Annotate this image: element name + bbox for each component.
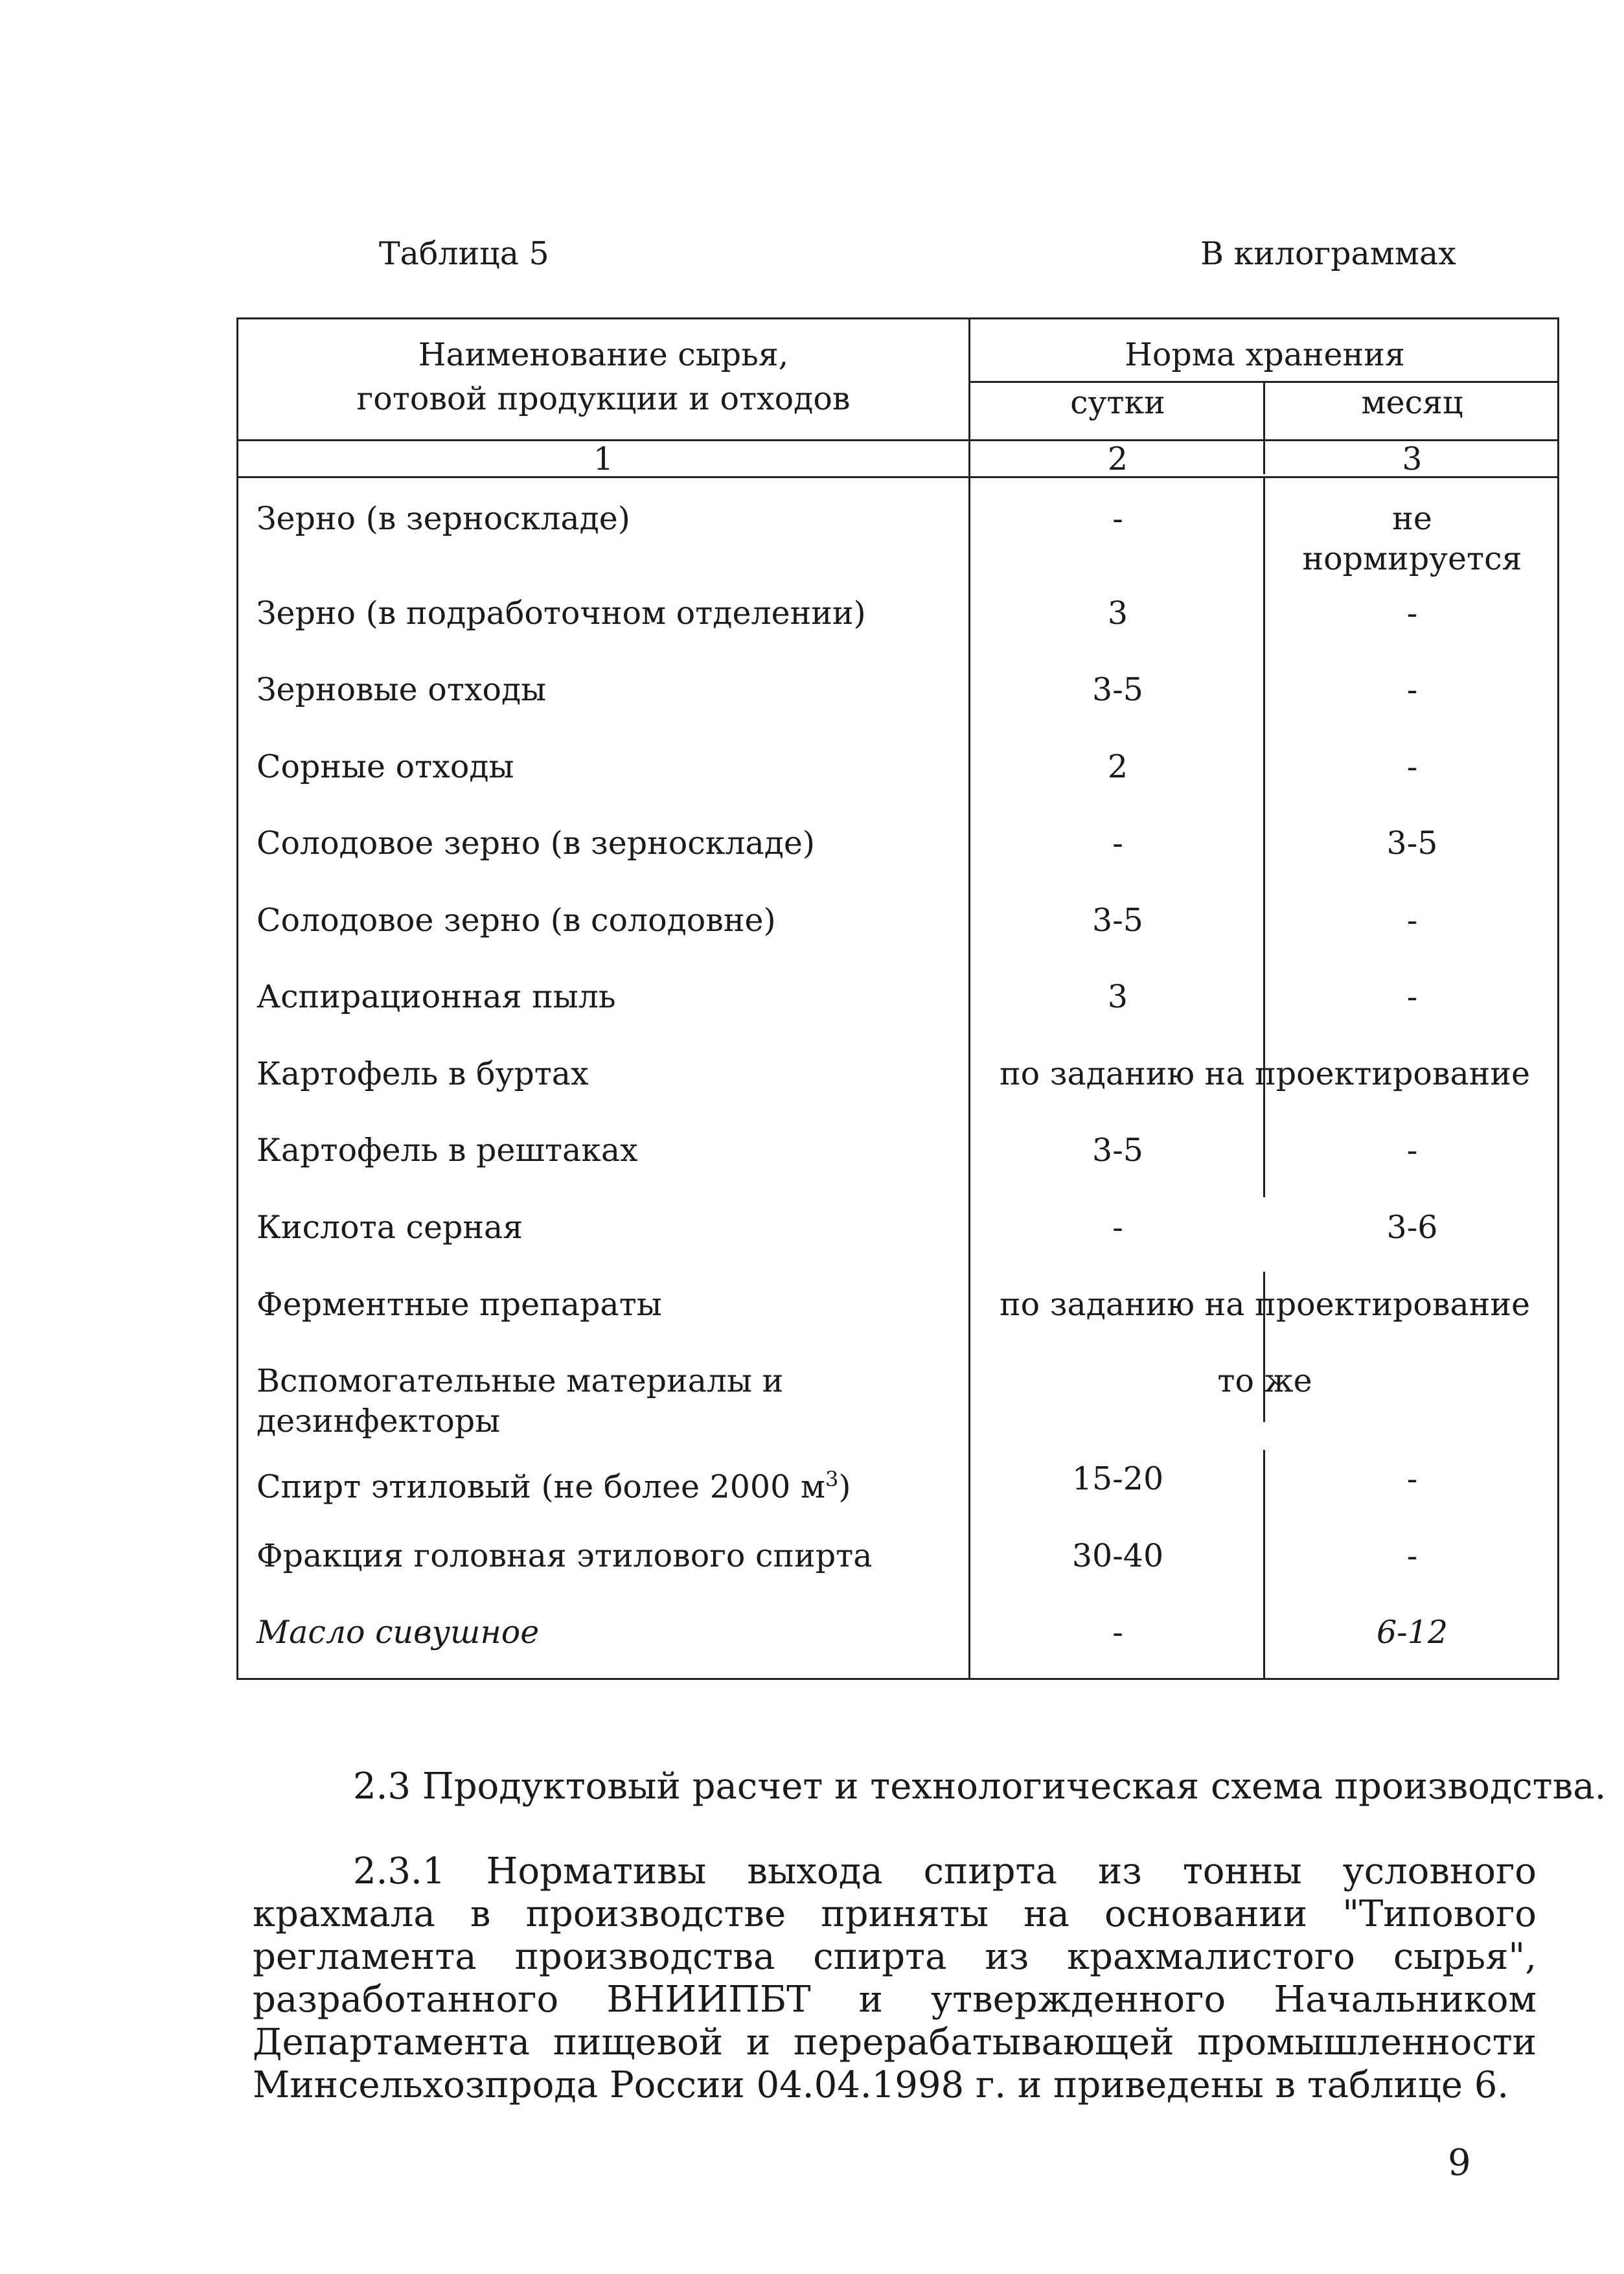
row-day: 3-5 (1092, 671, 1143, 708)
row-name: Фракция головная этилового спирта (257, 1537, 873, 1574)
row-month: - (1406, 595, 1418, 632)
row-day: 15-20 (1071, 1460, 1164, 1497)
row-day: 3 (1107, 595, 1128, 632)
header-col3: месяц (1361, 384, 1463, 421)
page-number: 9 (1448, 2142, 1471, 2184)
row-month: - (1406, 902, 1418, 939)
row-name-line2: дезинфекторы (257, 1403, 501, 1440)
row-month: - (1406, 671, 1418, 708)
row-name: Сорные отходы (257, 748, 514, 785)
row-month: - (1406, 978, 1418, 1015)
row-name: Зерно (в зерноскладе) (257, 500, 630, 537)
row-span-value: по заданию на проектирование (1000, 1055, 1530, 1092)
row-month-line1: не (1392, 500, 1432, 537)
row-month: - (1406, 748, 1418, 785)
row-day: 2 (1107, 748, 1128, 785)
row-name: Кислота серная (257, 1209, 523, 1246)
header-group-label: Норма хранения (1125, 336, 1405, 373)
row-name-text: Спирт этиловый (не более 2000 м (257, 1468, 825, 1506)
row-month-line2: нормируется (1302, 540, 1522, 577)
storage-norms-table (236, 317, 1559, 1680)
row-day: 3-5 (1092, 902, 1143, 939)
row-name: Зерно (в подработочном отделении) (257, 595, 866, 632)
row-name: Солодовое зерно (в зерноскладе) (257, 825, 815, 862)
row-span-value: то же (1217, 1362, 1312, 1399)
row-month: - (1406, 1132, 1418, 1169)
row-day: 3-5 (1092, 1132, 1143, 1169)
row-name: Ферментные препараты (257, 1286, 662, 1323)
row-month: 6-12 (1376, 1614, 1448, 1651)
row-day: 30-40 (1071, 1537, 1164, 1574)
section-paragraph: 2.3.1 Нормативы выхода спирта из тонны условного крахмала в производстве приняты на основании "Типового регламента производства спирта из крахмалистого сырья", разработанного ВНИИПБТ и утвержденного Начальником Департамента пищевой и перерабатывающей промышленности Минсельхозпрода России 04.04.1998 г. и приведены в таблице 6. (253, 1850, 1537, 2106)
row-name: Масло сивушное (257, 1614, 540, 1651)
row-day: - (1112, 1209, 1123, 1246)
row-name: Картофель в буртах (257, 1055, 589, 1092)
row-name: Аспирационная пыль (257, 978, 616, 1015)
header-col1-line2: готовой продукции и отходов (356, 380, 851, 417)
header-col1-line1: Наименование сырья, (418, 336, 789, 373)
row-name-line1: Вспомогательные материалы и (257, 1362, 784, 1399)
section-heading: 2.3 Продуктовый расчет и технологическая схема производства. (353, 1765, 1607, 1808)
row-name: Картофель в рештаках (257, 1132, 638, 1169)
row-name: Солодовое зерно (в солодовне) (257, 902, 776, 939)
row-month: 3-5 (1386, 825, 1438, 862)
row-day: - (1112, 1614, 1123, 1651)
row-name: Зерновые отходы (257, 671, 547, 708)
row-name (257, 1459, 851, 1507)
row-name-end: ) (838, 1468, 851, 1506)
table-label: Таблица 5 (379, 235, 549, 272)
row-day: 3 (1107, 978, 1128, 1015)
row-name-superscript: 3 (825, 1467, 839, 1491)
header-num3: 3 (1402, 441, 1423, 477)
header-num2: 2 (1107, 441, 1128, 477)
row-day: - (1112, 500, 1123, 537)
row-month: 3-6 (1386, 1209, 1438, 1246)
row-day: - (1112, 825, 1123, 862)
row-span-value: по заданию на проектирование (1000, 1286, 1530, 1323)
header-col2: сутки (1070, 384, 1165, 421)
row-month: - (1406, 1537, 1418, 1574)
row-month: - (1406, 1460, 1418, 1497)
units-label: В килограммах (1200, 235, 1456, 272)
header-num1: 1 (593, 441, 614, 477)
